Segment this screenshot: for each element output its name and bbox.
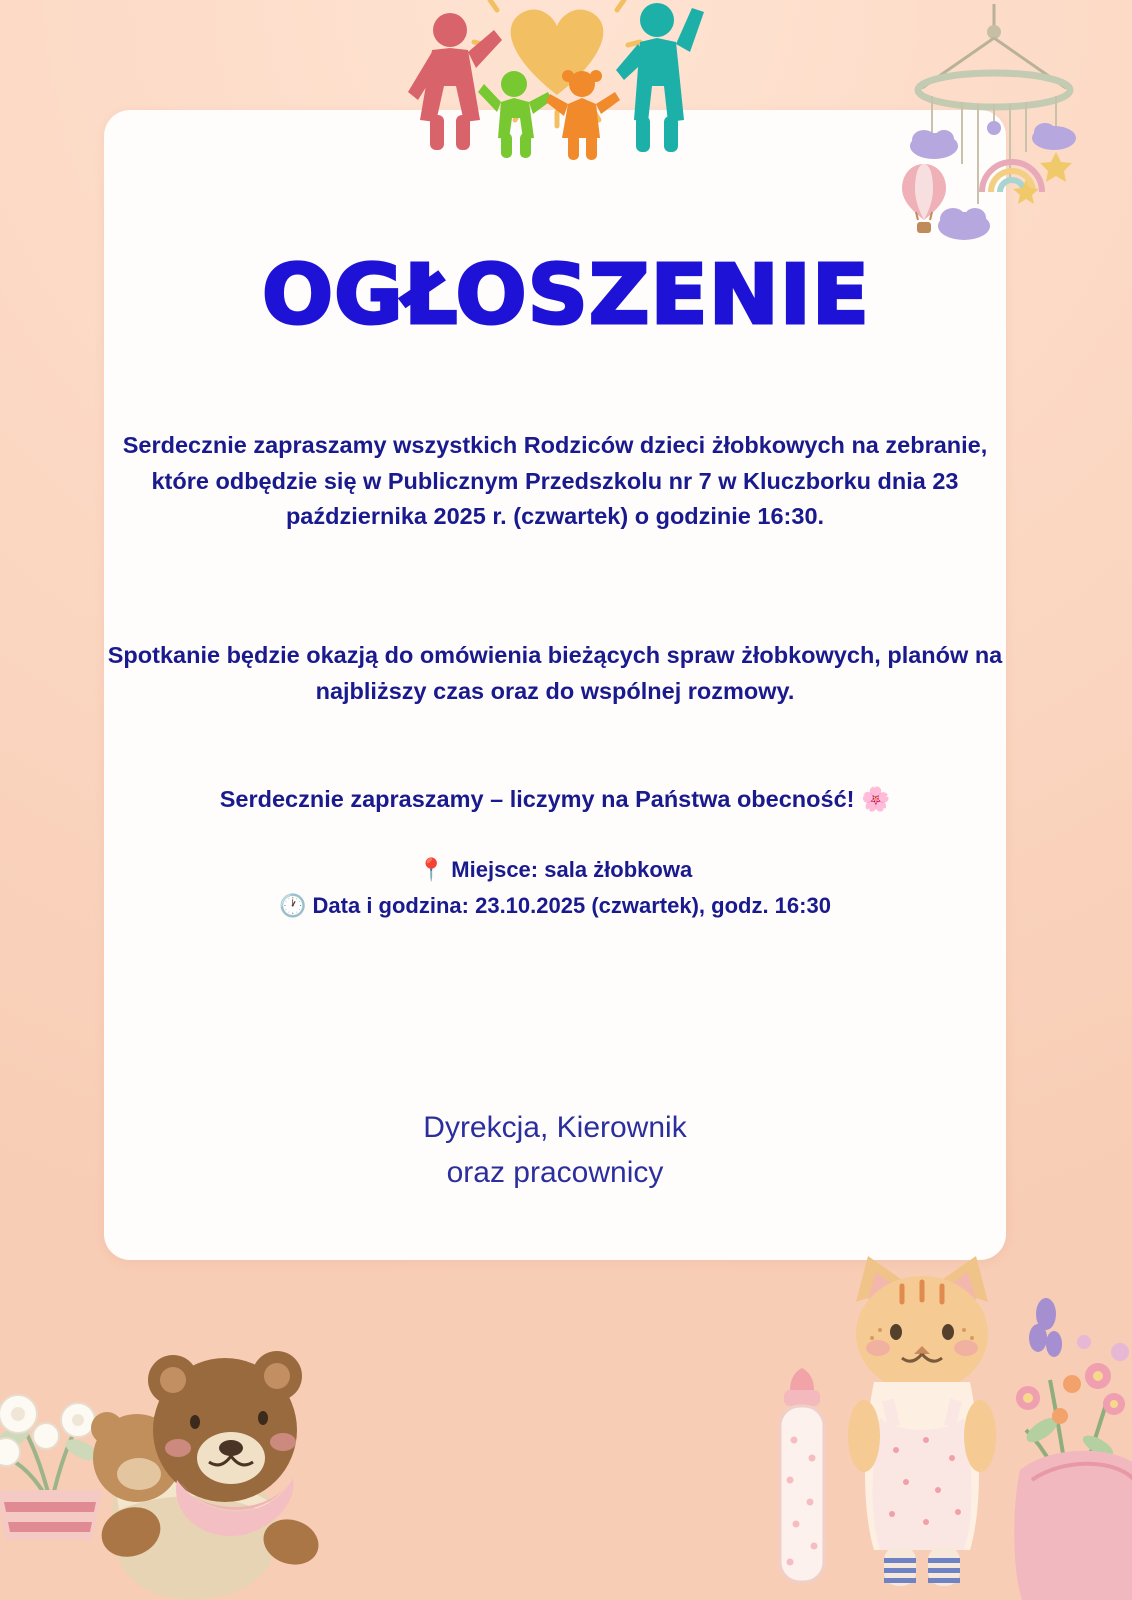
pink-pillow [1012, 1410, 1132, 1600]
page-title: OGŁOSZENIE [261, 248, 871, 343]
invitation-paragraph-3: Serdecznie zapraszamy – liczymy na Państwa obecność! 🌸 [219, 786, 891, 812]
signature-line-2: oraz pracownicy [446, 1156, 664, 1189]
event-datetime: 🕐 Data i godzina: 23.10.2025 (czwartek), godz. 16:30 [279, 892, 831, 918]
signature-block [104, 1105, 1006, 1195]
invitation-paragraph-2: Spotkanie będzie okazją do omówienia bieżących spraw żłobkowych, planów na najbliższy czas oraz do wspólnej rozmowy. [107, 642, 1003, 704]
invitation-paragraph-1: Serdecznie zapraszamy wszystkich Rodziców dzieci żłobkowych na zebranie, które odbędzie się w Publicznym Przedszkolu nr 7 w Kluczborku dnia 23 października 2025 r. (czwartek) o godzinie 16:30. [122, 432, 988, 530]
family-heart-illustration [402, 0, 712, 250]
event-place: 📍 Miejsce: sala żłobkowa [417, 857, 693, 882]
cat-plush-toy [822, 1250, 1022, 1600]
event-details [104, 852, 1006, 923]
teddy-bear [55, 1270, 330, 1600]
signature-line-1: Dyrekcja, Kierownik [423, 1111, 687, 1144]
